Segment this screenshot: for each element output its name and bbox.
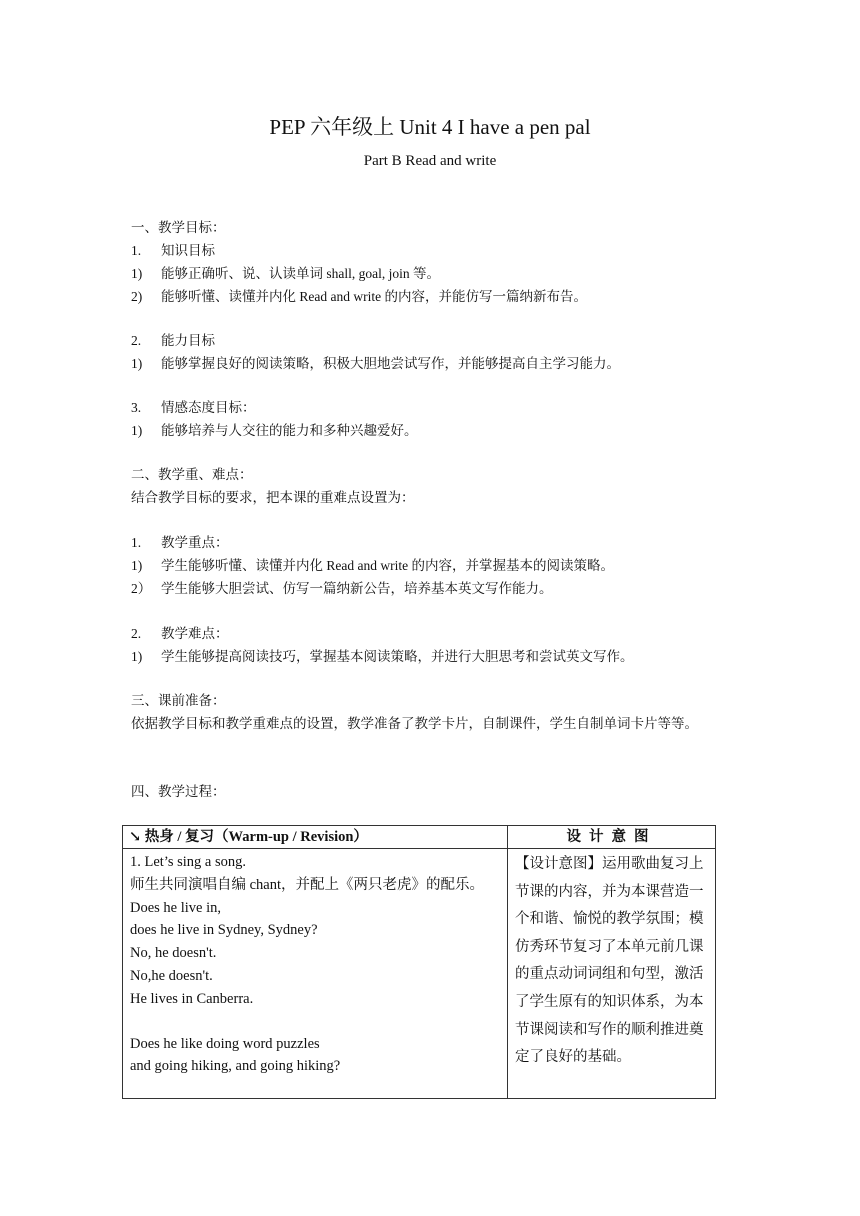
list-text: 知识目标 bbox=[161, 243, 215, 258]
section-heading-preparation: 三、课前准备： bbox=[131, 693, 226, 708]
table-header-intent: 设计意图 bbox=[508, 826, 716, 849]
warmup-content bbox=[123, 849, 508, 1099]
list-number: 1) bbox=[131, 558, 143, 573]
warmup-line: Does he like doing word puzzles bbox=[130, 1035, 320, 1052]
section-intro: 结合教学目标的要求，把本课的重难点设置为： bbox=[131, 490, 415, 505]
warmup-line: does he live in Sydney, Sydney? bbox=[130, 922, 318, 939]
list-number: 1) bbox=[131, 423, 143, 438]
goal-ability bbox=[131, 331, 215, 351]
list-item bbox=[131, 647, 634, 667]
list-item bbox=[131, 264, 440, 284]
document-subtitle: Part B Read and write bbox=[363, 153, 497, 169]
list-item bbox=[131, 287, 587, 307]
list-number: 1) bbox=[131, 356, 143, 371]
list-item bbox=[131, 421, 418, 441]
keypoint-heading bbox=[131, 533, 229, 553]
list-item bbox=[131, 354, 620, 374]
section-heading-process: 四、教学过程： bbox=[131, 784, 226, 799]
list-text: 教学难点： bbox=[161, 626, 229, 641]
list-number: 1. bbox=[131, 535, 142, 550]
section-heading-goals: 一、教学目标： bbox=[131, 220, 226, 235]
warmup-line: Does he live in, bbox=[130, 899, 222, 916]
goal-attitude bbox=[131, 398, 256, 418]
list-number: 1) bbox=[131, 649, 143, 664]
warmup-gap bbox=[130, 1011, 501, 1033]
list-text: 能够掌握良好的阅读策略，积极大胆地尝试写作，并能够提高自主学习能力。 bbox=[161, 356, 620, 371]
section-heading-keypoints: 二、教学重、难点： bbox=[131, 467, 253, 482]
table-header-warmup: ↘ 热身 / 复习（Warm-up / Revision） bbox=[123, 826, 508, 849]
document-title: PEP 六年级上 Unit 4 I have a pen pal bbox=[269, 115, 591, 139]
list-text: 能力目标 bbox=[161, 333, 215, 348]
list-number: 1. bbox=[131, 243, 142, 258]
list-number: 2. bbox=[131, 626, 142, 641]
list-number: 3. bbox=[131, 400, 142, 415]
design-intent-text: 【设计意图】运用歌曲复习上节课的内容，并为本课营造一个和谐、愉悦的教学氛围；模仿秀环节复习了本单元前几课的重点动词词组和句型，激活了学生原有的知识体系，为本节课阅读和写作的顺利推进奠定了良好的基础。 bbox=[508, 849, 716, 1099]
list-text: 学生能够提高阅读技巧，掌握基本阅读策略，并进行大胆思考和尝试英文写作。 bbox=[161, 649, 634, 664]
preparation-text: 依据教学目标和教学重难点的设置，教学准备了教学卡片，自制课件，学生自制单词卡片等等。 bbox=[131, 716, 698, 731]
list-text: 学生能够大胆尝试、仿写一篇纳新公告，培养基本英文写作能力。 bbox=[161, 581, 553, 596]
warmup-line: No, he doesn't. bbox=[130, 945, 217, 962]
list-number: 1) bbox=[131, 266, 143, 281]
table-row bbox=[123, 849, 716, 1099]
warmup-line: and going hiking, and going hiking? bbox=[130, 1058, 341, 1075]
list-text: 能够听懂、读懂并内化 Read and write 的内容，并能仿写一篇纳新布告。 bbox=[161, 289, 587, 304]
list-number: 2. bbox=[131, 333, 142, 348]
warmup-line: 1. Let’s sing a song. bbox=[130, 854, 246, 870]
warmup-line: He lives in Canberra. bbox=[130, 990, 254, 1007]
goal-knowledge bbox=[131, 241, 215, 261]
list-text: 能够培养与人交往的能力和多种兴趣爱好。 bbox=[161, 423, 418, 438]
warmup-line: 师生共同演唱自编 chant，并配上《两只老虎》的配乐。 bbox=[130, 876, 485, 893]
process-table bbox=[122, 825, 716, 1099]
difficulty-heading bbox=[131, 624, 229, 644]
list-item bbox=[131, 579, 553, 599]
list-number: 2) bbox=[131, 289, 143, 304]
list-number: 2） bbox=[131, 581, 152, 596]
list-text: 能够正确听、说、认读单词 shall, goal, join 等。 bbox=[161, 266, 440, 281]
list-text: 学生能够听懂、读懂并内化 Read and write 的内容，并掌握基本的阅读策略。 bbox=[161, 558, 614, 573]
warmup-line: No,he doesn't. bbox=[130, 967, 213, 984]
table-header-row bbox=[123, 826, 716, 849]
list-item bbox=[131, 556, 614, 576]
list-text: 教学重点： bbox=[161, 535, 229, 550]
list-text: 情感态度目标： bbox=[161, 400, 256, 415]
